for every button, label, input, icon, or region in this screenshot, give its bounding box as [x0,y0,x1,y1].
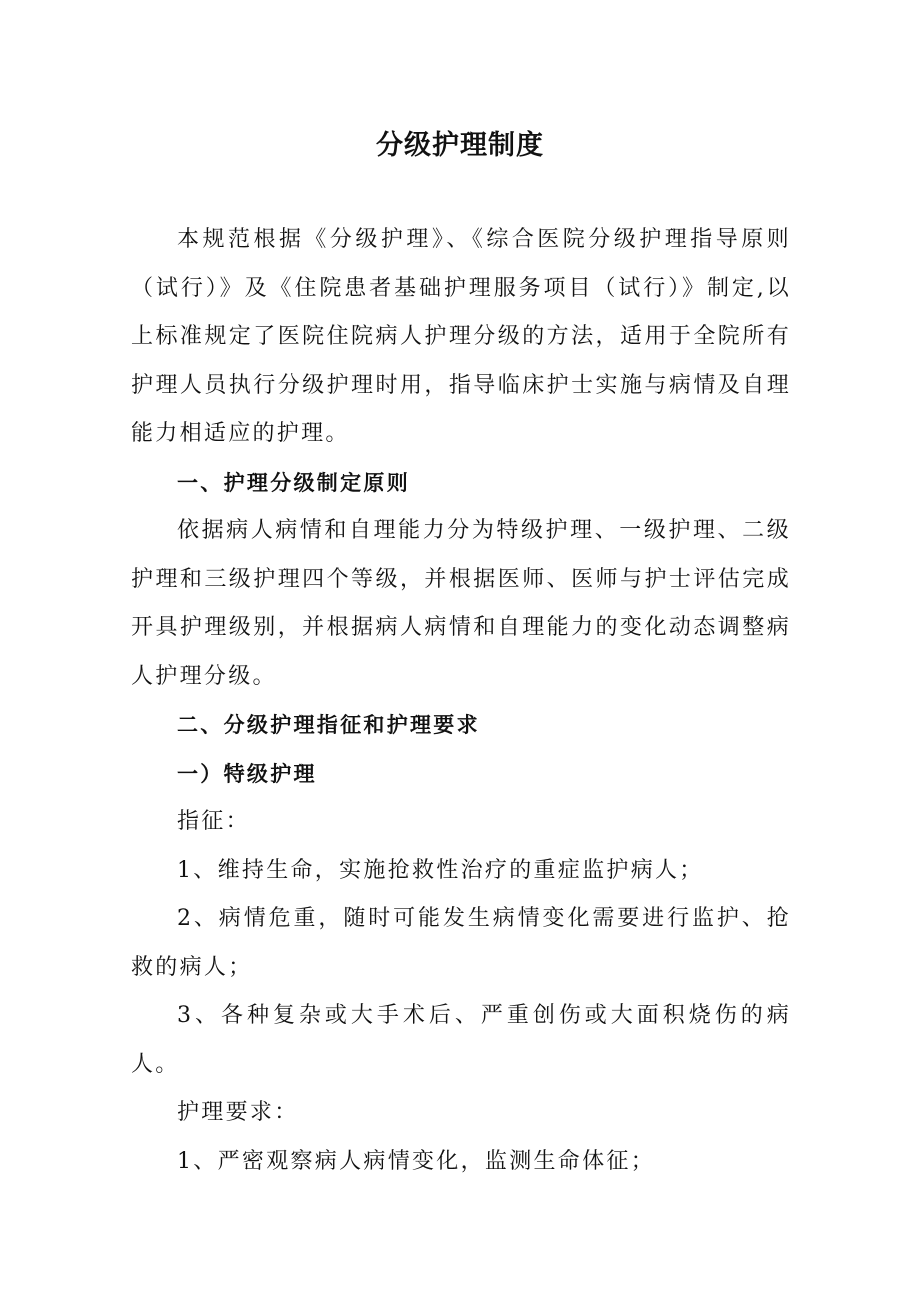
document-title: 分级护理制度 [376,130,544,161]
section-heading-indications: 二、分级护理指征和护理要求 [177,713,480,737]
section-heading-principles: 一、护理分级制定原则 [177,470,410,495]
indication-label: 指征： [177,809,250,834]
subsection-heading-special-care: 一）特级护理 [177,761,317,786]
indication-item: 2、病情危重，随时可能发生病情变化需要进行监护、抢救的病人； [131,906,791,980]
indication-item: 1、维持生命，实施抢救性治疗的重症监护病人； [177,857,704,883]
principles-paragraph: 依据病人病情和自理能力分为特级护理、一级护理、二级护理和三级护理四个等级，并根据医师、医师与护士评估完成开具护理级别，并根据病人病情和自理能力的变化动态调整病人护理分级。 [131,518,791,689]
intro-paragraph: 本规范根据《分级护理》、《综合医院分级护理指导原则（试行）》及《住院患者基础护理服务项目（试行）》制定,以上标准规定了医院住院病人护理分级的方法，适用于全院所有护理人员执行分级护理时用，指导临床护士实施与病情及自理能力相适应的护理。 [131,227,791,446]
requirement-item: 1、严密观察病人病情变化，监测生命体征； [177,1148,655,1174]
document-body [131,216,791,1186]
requirement-label: 护理要求： [177,1100,299,1125]
indication-item: 3、各种复杂或大手术后、严重创伤或大面积烧伤的病人。 [131,1003,791,1077]
